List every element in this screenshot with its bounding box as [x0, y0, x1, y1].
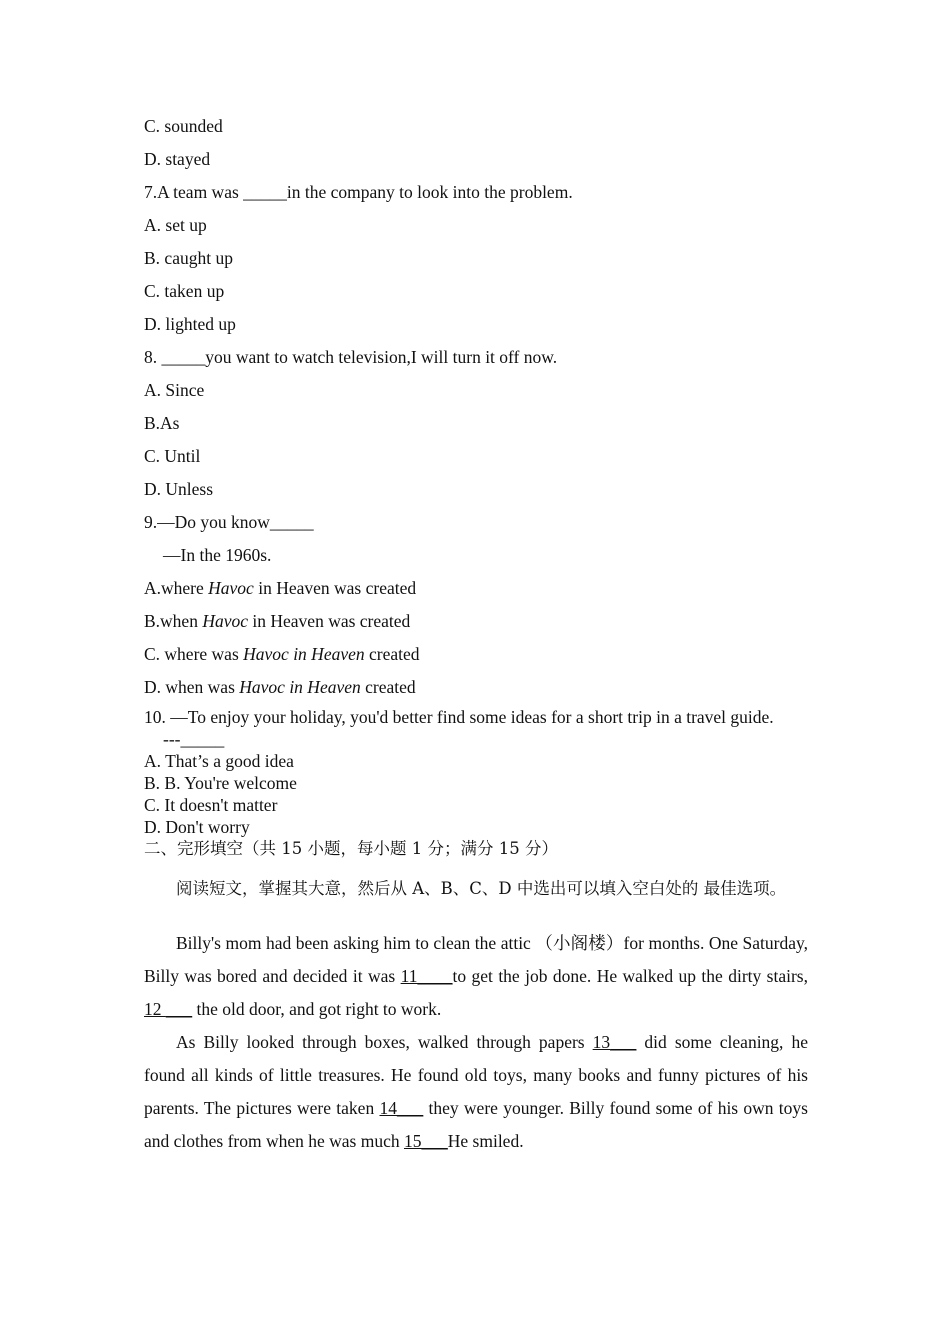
- q8-blank: _____: [161, 347, 206, 367]
- q9-option-d: D. when was Havoc in Heaven created: [144, 677, 416, 697]
- section-heading: 二、完形填空（共 15 小题，每小题 1 分；满分 15 分）: [144, 839, 558, 858]
- q10-reply: ---_____: [163, 729, 225, 749]
- q8-stem: 8. _____you want to watch television,I will turn it off now.: [144, 347, 558, 367]
- q8-option-a: A. Since: [144, 380, 205, 400]
- passage-paragraph-2: As Billy looked through boxes, walked through papers 13___ did some cleaning, he found all kinds of little treasures. He found old toys, many books and funny pictures of his parents. The pictures were taken 14___ they were younger. Billy found some of his own toys and clothes from when he was much 15___He smiled.: [144, 1032, 808, 1151]
- blank-15: 15___: [404, 1131, 448, 1151]
- passage-paragraph-1: Billy's mom had been asking him to clean the attic （小阁楼）for months. One Saturday, Billy was bored and decided it was 11____to get the job done. He walked up the dirty stairs, 12 ___ the old door, and got right to work.: [144, 933, 808, 1019]
- q10-stem: 10. —To enjoy your holiday, you'd better find some ideas for a short trip in a travel guide.: [144, 707, 774, 727]
- q7-option-d: D. lighted up: [144, 314, 236, 334]
- document-page: [144, 112, 808, 1158]
- q8-option-d: D. Unless: [144, 479, 214, 499]
- q9-blank: _____: [269, 512, 314, 532]
- q10-option-d: D. Don't worry: [144, 817, 250, 837]
- q10-blank: _____: [180, 729, 225, 749]
- q10-option-a: A. That’s a good idea: [144, 751, 294, 771]
- q10-option-c: C. It doesn't matter: [144, 795, 278, 815]
- q9-option-b: B.when Havoc in Heaven was created: [144, 611, 411, 631]
- q9-option-c: C. where was Havoc in Heaven created: [144, 644, 420, 664]
- q6-option-c: C. sounded: [144, 116, 223, 136]
- q8-option-c: C. Until: [144, 446, 201, 466]
- blank-14: 14___: [379, 1098, 424, 1118]
- q7-blank: _____: [243, 182, 287, 202]
- q7-option-c: C. taken up: [144, 281, 225, 301]
- q9-option-a: A.where Havoc in Heaven was created: [144, 578, 417, 598]
- q9-stem: 9.—Do you know_____: [144, 512, 314, 532]
- blank-13: 13___: [592, 1032, 637, 1052]
- blank-12: 12 ___: [144, 999, 193, 1019]
- q8-option-b: B.As: [144, 413, 180, 433]
- q7-option-a: A. set up: [144, 215, 207, 235]
- q9-reply: —In the 1960s.: [163, 545, 272, 565]
- q6-option-d: D. stayed: [144, 149, 211, 169]
- section-instruction: 阅读短文，掌握其大意，然后从 A、B、C、D 中选出可以填入空白处的 最佳选项。: [176, 879, 787, 898]
- q10-option-b: B. B. You're welcome: [144, 773, 297, 793]
- q7-stem: 7.A team was _____in the company to look into the problem.: [144, 182, 573, 202]
- q7-option-b: B. caught up: [144, 248, 233, 268]
- spacer: [144, 905, 808, 927]
- blank-11: 11____: [400, 966, 453, 986]
